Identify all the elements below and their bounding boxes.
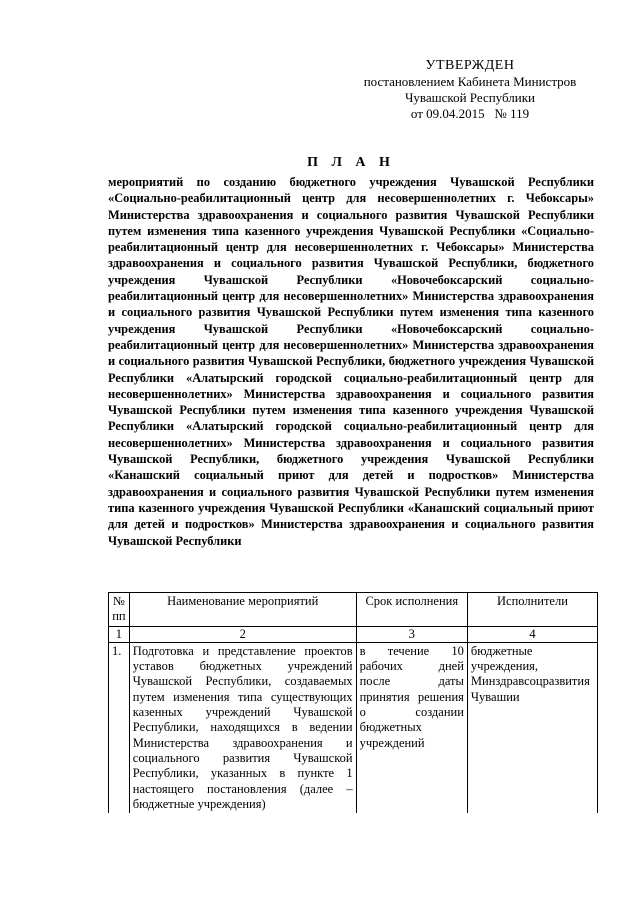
column-number: 2 <box>129 626 356 642</box>
column-number-row <box>109 626 598 642</box>
approval-line-2: Чувашской Республики <box>404 90 536 105</box>
plan-heading: П Л А Н <box>307 155 395 170</box>
approval-block <box>330 58 610 122</box>
row-number: 1. <box>109 642 130 813</box>
column-number: 4 <box>467 626 597 642</box>
table-header-row <box>109 593 598 627</box>
row-deadline: в течение 10 рабочих дней после даты принятия решения о создании бюджетных учреждений <box>356 642 467 813</box>
plan-description: мероприятий по созданию бюджетного учреждения Чувашской Республики «Социально-реабилитационный центр для несовершеннолетних г. Чебоксары» Министерства здравоохранения и социального развития Чувашской Республики путем изменения типа казенного учреждения Чувашской Республики «Социально-реабилитационный центр для несовершеннолетних г. Чебоксары» Министерства здравоохранения и социального развития Чувашской Республики, бюджетного учреждения Чувашской Республики «Новочебоксарский социально-реабилитационный центр для несовершеннолетних» Министерства здравоохранения и социального развития Чувашской Республики путем изменения типа казенного учреждения Чувашской Республики «Новочебоксарский социально-реабилитационный центр для несовершеннолетних» Министерства здравоохранения и социального развития Чувашской Республики, бюджетного учреждения Чувашской Республики «Алатырский городской социально-реабилитационный центр для несовершеннолетних» Министерства здравоохранения и социального развития Чувашской Республики путем изменения типа казенного учреждения Чувашской Республики «Алатырский городской социально-реабилитационный центр для несовершеннолетних» Министерства здравоохранения и социального развития Чувашской Республики, бюджетного учреждения Чувашской Республики «Канашский социальный приют для детей и подростков» Министерства здравоохранения и социального развития Чувашской Республики путем изменения типа казенного учреждения Чувашской Республики «Канашский социальный приют для детей и подростков» Министерства здравоохранения и социального развития Чувашской Республики <box>108 175 594 548</box>
column-number: 3 <box>356 626 467 642</box>
header-name: Наименование мероприятий <box>129 593 356 627</box>
row-activity: Подготовка и представление проектов уставов бюджетных учреждений Чувашской Республики, создаваемых путем изменения типа существующих казенных учреждений Чувашской Республики, находящихся в ведении Министерства здравоохранения и социального развития Чувашской Республики, указанных в пункте 1 настоящего постановления (далее – бюджетные учреждения) <box>129 642 356 813</box>
approval-title: УТВЕРЖДЕН <box>425 58 515 73</box>
column-number: 1 <box>109 626 130 642</box>
plan-table <box>108 592 598 813</box>
header-deadline: Срок исполнения <box>356 593 467 627</box>
table-row <box>109 642 598 813</box>
approval-line-1: постановлением Кабинета Министров <box>363 74 577 89</box>
row-executor: бюджетные учреждения, Минздравсоцразвития Чувашии <box>467 642 597 813</box>
approval-date: от 09.04.2015 № 119 <box>410 106 530 121</box>
header-executor: Исполнители <box>467 593 597 627</box>
header-number: № пп <box>109 593 130 627</box>
